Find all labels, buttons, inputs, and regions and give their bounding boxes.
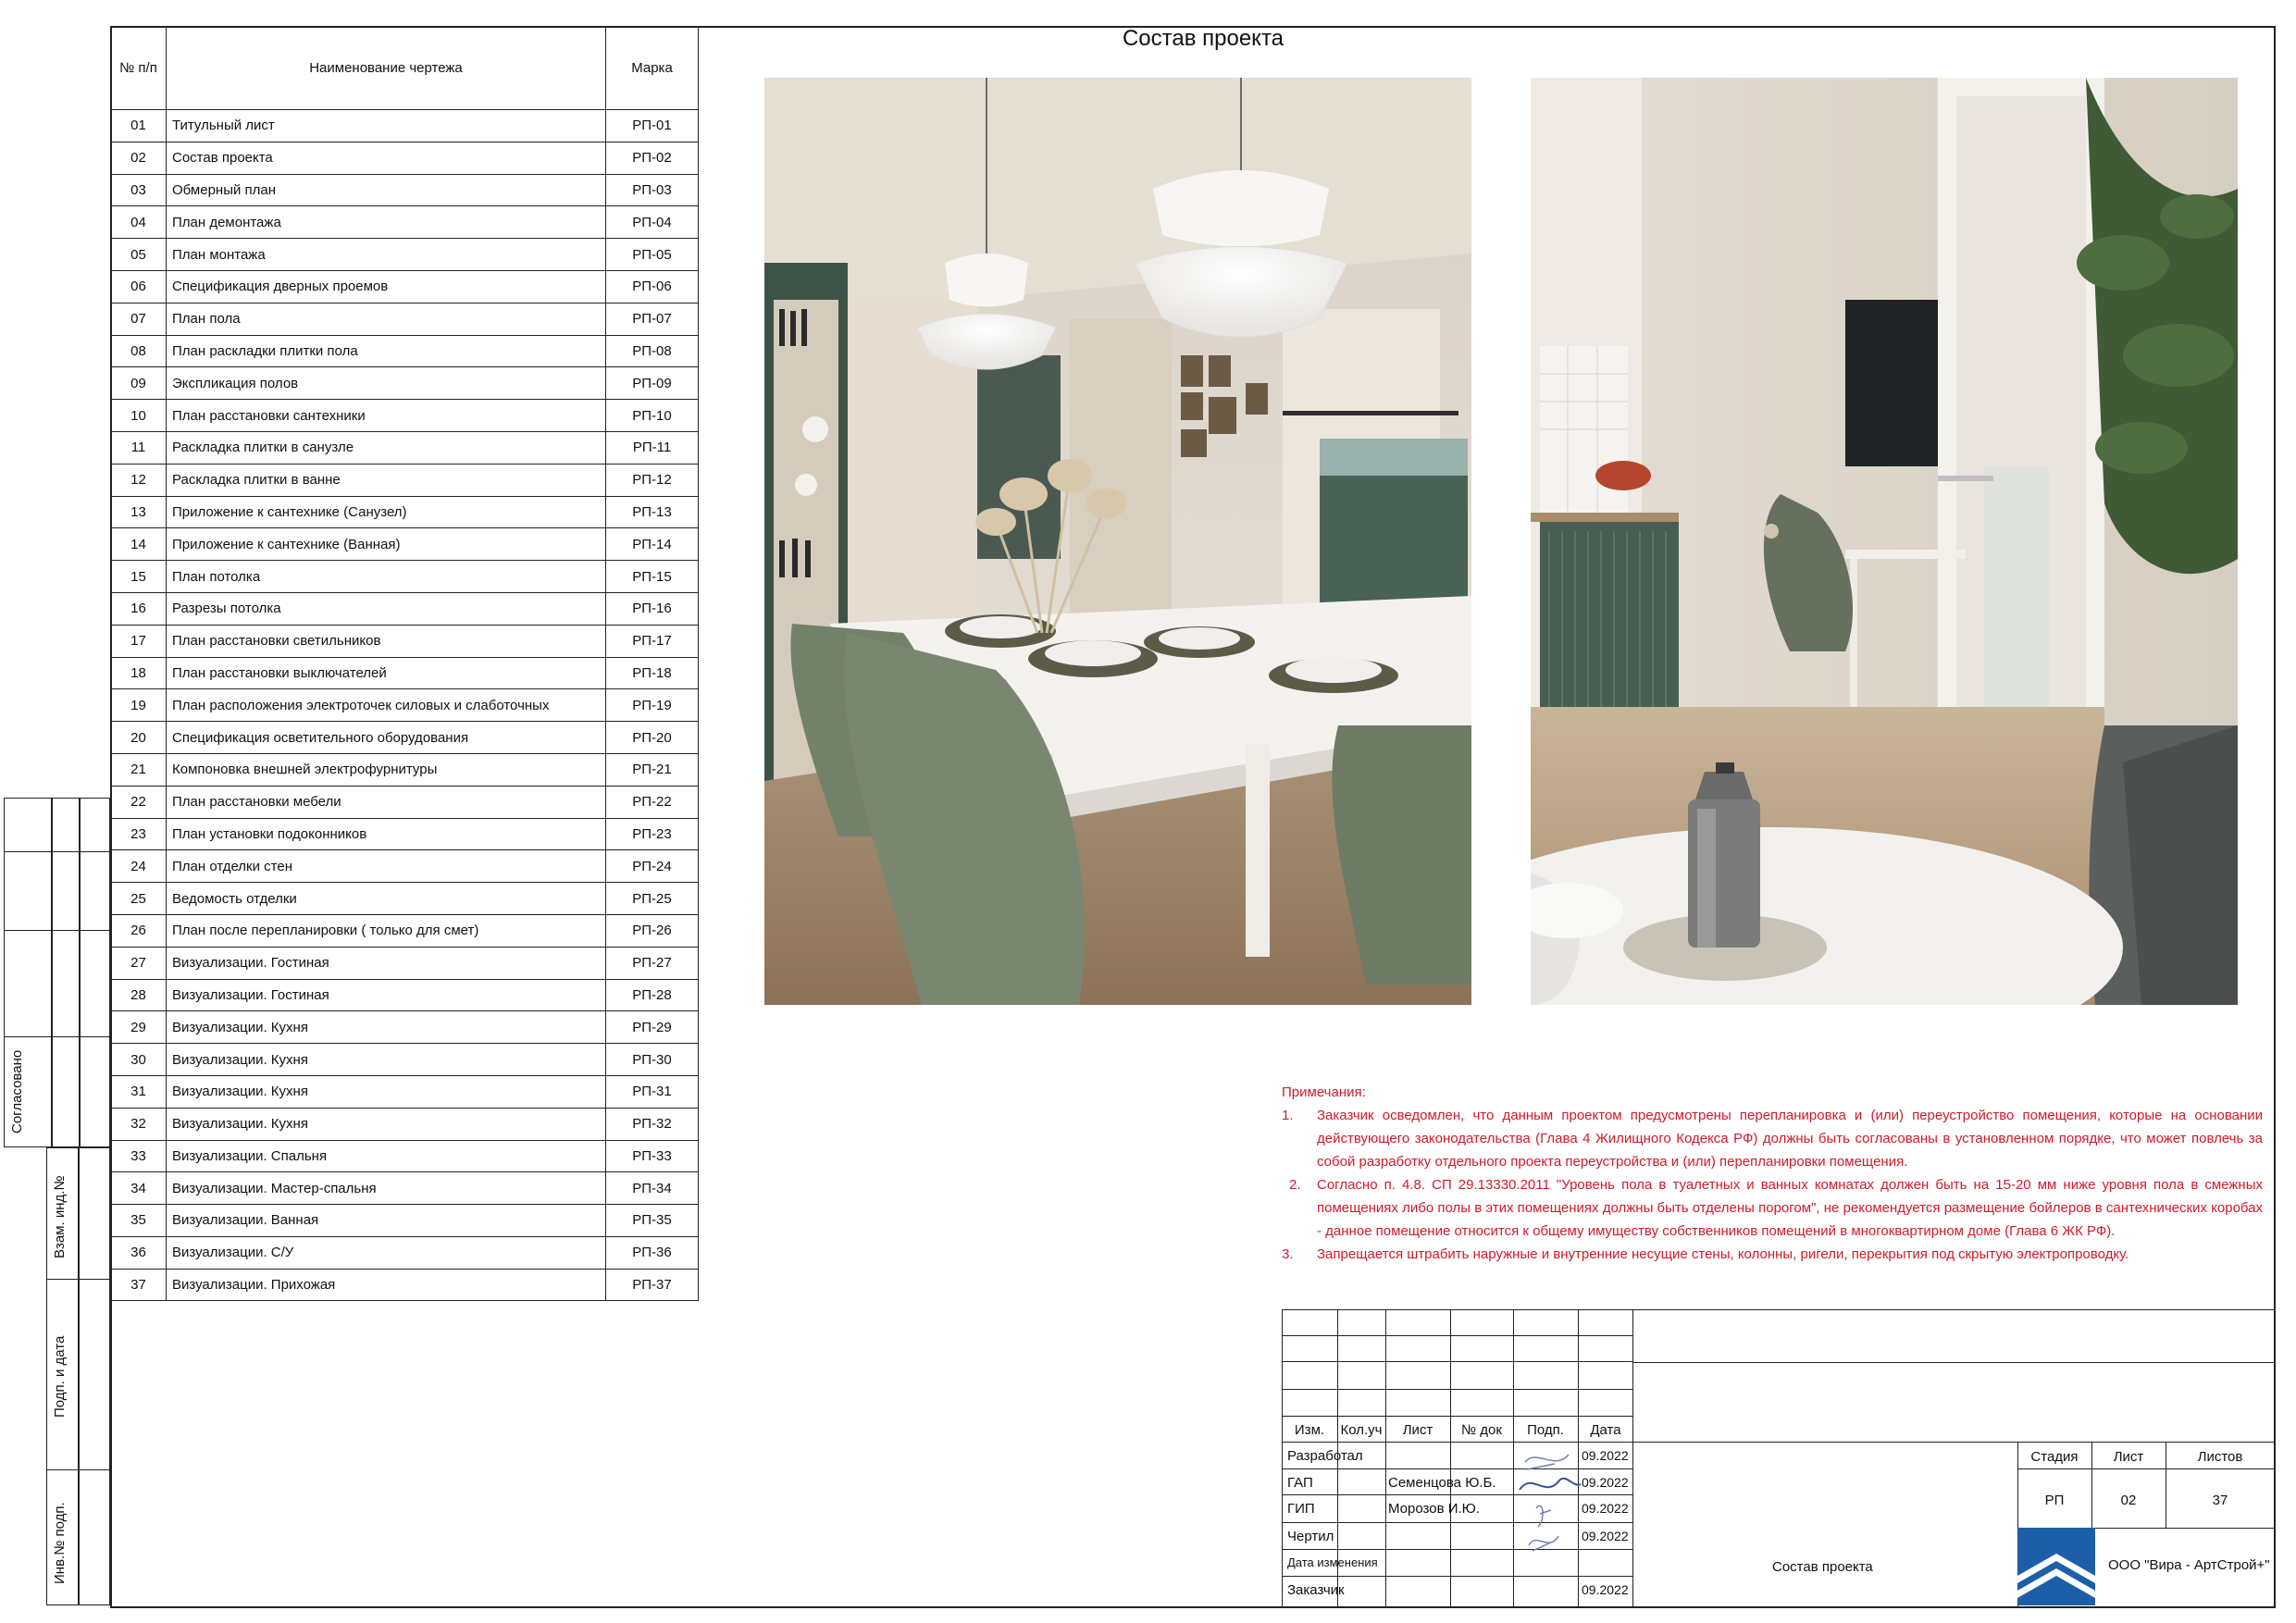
sheet-title: Состав проекта [1122,26,1285,51]
row-mark: РП-18 [606,657,699,689]
role-label: Дата изменения [1287,1555,1378,1569]
row-drawing-name: Приложение к сантехнике (Санузел) [167,496,606,528]
note-number: 1. [1282,1108,1294,1123]
table-row [111,722,699,754]
render-dining-room-image [764,78,1471,1005]
role-label: Разработал [1287,1448,1363,1464]
table-row [111,431,699,464]
row-mark: РП-22 [606,786,699,818]
row-mark: РП-23 [606,818,699,850]
row-number: 24 [111,850,167,883]
stage-value: РП [2044,1493,2065,1508]
row-number: 14 [111,528,167,561]
row-number: 11 [111,431,167,464]
row-number: 13 [111,496,167,528]
drawing-list-table [110,26,699,1301]
row-drawing-name: Обмерный план [167,174,606,206]
row-number: 22 [111,786,167,818]
col-header-name: Наименование чертежа [167,27,606,110]
row-drawing-name: Приложение к сантехнике (Ванная) [167,528,606,561]
sheet-label: Лист [2113,1449,2144,1465]
note-number: 3. [1282,1246,1294,1262]
table-row [111,850,699,883]
row-mark: РП-31 [606,1075,699,1108]
row-number: 36 [111,1236,167,1269]
role-label: ГИП [1287,1501,1315,1517]
table-row [111,1269,699,1301]
role-label: ГАП [1287,1475,1313,1491]
table-row [111,657,699,689]
role-label: Заказчик [1287,1582,1345,1598]
row-mark: РП-06 [606,270,699,303]
row-drawing-name: План расстановки сантехники [167,400,606,432]
title-block-line [1282,1389,1633,1390]
table-row [111,270,699,303]
row-number: 26 [111,914,167,947]
row-mark: РП-11 [606,431,699,464]
table-row [111,1172,699,1205]
row-number: 33 [111,1140,167,1172]
row-drawing-name: Ведомость отделки [167,883,606,915]
table-row [111,174,699,206]
row-mark: РП-12 [606,464,699,496]
row-number: 03 [111,174,167,206]
row-mark: РП-04 [606,206,699,239]
row-drawing-name: План расположения электроточек силовых и слаботочных [167,689,606,722]
company-logo [2017,1528,2095,1605]
table-row [111,496,699,528]
table-row [111,142,699,174]
row-mark: РП-30 [606,1044,699,1076]
row-number: 25 [111,883,167,915]
note-text: Запрещается штрабить наружные и внутренние несущие стены, колонны, ригели, перекрытия под скрытую электропроводку. [1317,1246,2129,1262]
role-person-name: Морозов И.Ю. [1388,1501,1480,1517]
row-mark: РП-32 [606,1108,699,1140]
row-number: 05 [111,239,167,271]
table-row [111,592,699,625]
render-kitchen-image [1531,78,2238,1005]
row-drawing-name: План пола [167,303,606,335]
title-block-line [1282,1335,1633,1336]
row-number: 06 [111,270,167,303]
row-mark: РП-17 [606,625,699,657]
table-row [111,786,699,818]
notes-block [1282,1081,2263,1266]
row-number: 19 [111,689,167,722]
title-block-line [1513,1309,1514,1608]
table-row [111,335,699,367]
row-mark: РП-26 [606,914,699,947]
row-number: 29 [111,1011,167,1044]
stamp-agreed-col2 [52,798,80,1147]
col-podp: Подп. [1527,1422,1564,1438]
table-row [111,914,699,947]
row-drawing-name: План расстановки выключателей [167,657,606,689]
col-doc: № док [1461,1422,1502,1438]
table-row [111,947,699,979]
row-mark: РП-13 [606,496,699,528]
row-drawing-name: Визуализации. Гостиная [167,979,606,1011]
title-block-line [1282,1576,1633,1577]
row-mark: РП-02 [606,142,699,174]
table-row [111,206,699,239]
role-date: 09.2022 [1582,1582,1629,1597]
row-drawing-name: Визуализации. Гостиная [167,947,606,979]
row-mark: РП-36 [606,1236,699,1269]
row-mark: РП-15 [606,561,699,593]
role-date: 09.2022 [1582,1529,1629,1543]
row-drawing-name: Визуализации. Кухня [167,1075,606,1108]
table-row [111,625,699,657]
row-drawing-name: Визуализации. Мастер-спальня [167,1172,606,1205]
col-izm: Изм. [1294,1422,1325,1438]
title-block-sheet-name: Состав проекта [1772,1559,1873,1575]
title-block-line [1633,1362,2275,1363]
signature-marks [1518,1443,1582,1564]
stamp-inv-orig-label: Инв.№ подп. [52,1502,68,1584]
sheets-value: 37 [2212,1493,2228,1508]
col-header-num: № п/п [111,27,167,110]
stamp-line [4,1036,110,1037]
row-drawing-name: Визуализации. Спальня [167,1140,606,1172]
table-row [111,1236,699,1269]
row-mark: РП-05 [606,239,699,271]
row-mark: РП-35 [606,1205,699,1237]
note-text: Согласно п. 4.8. СП 29.13330.2011 "Уровень пола в туалетных и ванных комнатах должен быть на 15-20 мм ниже уровня пола в смежных помещениях либо полы в этих помещениях должны быть отделены порогом", не рекомендуется размещение бойлеров в сантехнических коробах - данное помещение относится к общему имуществу собственников помещений в многоквартирном доме (Глава 6 ЖК РФ). [1317,1177,2263,1239]
note-item [1282,1243,2263,1266]
row-drawing-name: Спецификация дверных проемов [167,270,606,303]
row-drawing-name: План установки подоконников [167,818,606,850]
row-drawing-name: Экспликация полов [167,367,606,400]
row-mark: РП-01 [606,110,699,142]
table-row [111,689,699,722]
role-date: 09.2022 [1582,1475,1629,1490]
table-row [111,1108,699,1140]
row-number: 23 [111,818,167,850]
title-block-line [2017,1468,2275,1469]
row-number: 18 [111,657,167,689]
stage-label: Стадия [2030,1449,2079,1465]
table-row [111,110,699,142]
stamp-line [4,930,110,931]
role-date: 09.2022 [1582,1448,1629,1463]
row-number: 17 [111,625,167,657]
row-drawing-name: План после перепланировки ( только для смет) [167,914,606,947]
row-number: 12 [111,464,167,496]
row-number: 37 [111,1269,167,1301]
row-mark: РП-07 [606,303,699,335]
table-row [111,1011,699,1044]
title-block-line [1633,1442,2275,1443]
row-mark: РП-28 [606,979,699,1011]
row-number: 27 [111,947,167,979]
table-row [111,883,699,915]
row-drawing-name: Визуализации. Прихожая [167,1269,606,1301]
col-list: Лист [1402,1422,1433,1438]
row-mark: РП-25 [606,883,699,915]
col-date: Дата [1590,1422,1621,1438]
row-drawing-name: Компоновка внешней электрофурнитуры [167,753,606,786]
title-block-line [1282,1442,1633,1443]
stamp-sign-date-label: Подп. и дата [52,1335,68,1418]
note-text: Заказчик осведомлен, что данным проектом предусмотрены перепланировка и (или) переустройство помещения, которые на основании действующего законодательства (Глава 4 Жилищного Кодекса РФ) должны быть согласованы в установленном порядке, что может повлечь за собой разработку отдельного проекта переустройства и (или) перепланировки помещения. [1317,1108,2263,1170]
drawing-list-body [111,110,699,1301]
row-drawing-name: Визуализации. Ванная [167,1205,606,1237]
stamp-line [4,851,110,852]
row-drawing-name: Разрезы потолка [167,592,606,625]
row-mark: РП-20 [606,722,699,754]
table-row [111,818,699,850]
col-header-mark: Марка [606,27,699,110]
sheets-label: Листов [2197,1449,2243,1465]
title-block-line [1282,1416,1633,1417]
title-block-line [1282,1361,1633,1362]
table-row [111,1044,699,1076]
table-row [111,464,699,496]
role-date: 09.2022 [1582,1501,1629,1516]
row-mark: РП-37 [606,1269,699,1301]
table-row [111,528,699,561]
row-drawing-name: План раскладки плитки пола [167,335,606,367]
table-row [111,303,699,335]
row-drawing-name: Раскладка плитки в ванне [167,464,606,496]
row-mark: РП-24 [606,850,699,883]
table-row [111,367,699,400]
row-number: 21 [111,753,167,786]
row-drawing-name: План демонтажа [167,206,606,239]
stamp-line [46,1279,110,1280]
row-drawing-name: Визуализации. Кухня [167,1044,606,1076]
row-number: 07 [111,303,167,335]
row-number: 08 [111,335,167,367]
row-mark: РП-10 [606,400,699,432]
row-number: 32 [111,1108,167,1140]
table-row [111,1205,699,1237]
title-block-line [1385,1309,1386,1608]
row-drawing-name: Визуализации. Кухня [167,1011,606,1044]
row-drawing-name: Раскладка плитки в санузле [167,431,606,464]
row-drawing-name: План расстановки светильников [167,625,606,657]
row-mark: РП-08 [606,335,699,367]
row-drawing-name: План монтажа [167,239,606,271]
row-number: 04 [111,206,167,239]
row-number: 28 [111,979,167,1011]
row-number: 20 [111,722,167,754]
row-mark: РП-21 [606,753,699,786]
table-row [111,239,699,271]
row-number: 31 [111,1075,167,1108]
row-mark: РП-19 [606,689,699,722]
row-mark: РП-34 [606,1172,699,1205]
row-drawing-name: Титульный лист [167,110,606,142]
row-mark: РП-16 [606,592,699,625]
row-number: 16 [111,592,167,625]
stamp-line [46,1469,110,1470]
row-number: 34 [111,1172,167,1205]
row-number: 01 [111,110,167,142]
row-mark: РП-03 [606,174,699,206]
row-number: 10 [111,400,167,432]
row-mark: РП-29 [606,1011,699,1044]
row-drawing-name: План потолка [167,561,606,593]
row-number: 35 [111,1205,167,1237]
title-block-line [1450,1309,1451,1608]
note-number: 2. [1289,1177,1301,1193]
row-drawing-name: Спецификация осветительного оборудования [167,722,606,754]
title-block-line [1282,1309,1633,1310]
role-label: Чертил [1287,1529,1334,1544]
sheet-value: 02 [2120,1493,2137,1508]
row-drawing-name: Состав проекта [167,142,606,174]
table-row [111,753,699,786]
note-item [1282,1104,2263,1173]
col-kol: Кол.уч [1340,1422,1383,1438]
row-number: 02 [111,142,167,174]
row-number: 09 [111,367,167,400]
row-mark: РП-27 [606,947,699,979]
table-header-row [111,27,699,110]
table-row [111,1075,699,1108]
row-number: 15 [111,561,167,593]
company-name: ООО "Вира - АртСтрой+" [2108,1557,2270,1573]
row-mark: РП-33 [606,1140,699,1172]
row-drawing-name: Визуализации. С/У [167,1236,606,1269]
stamp-inv-replace-label: Взам. инд.№ [52,1175,68,1258]
notes-heading: Примечания: [1282,1084,1366,1100]
table-row [111,1140,699,1172]
row-mark: РП-09 [606,367,699,400]
row-mark: РП-14 [606,528,699,561]
row-drawing-name: План расстановки мебели [167,786,606,818]
role-person-name: Семенцова Ю.Б. [1388,1475,1496,1491]
stamp-agreed-col3 [80,798,110,1147]
row-drawing-name: Визуализации. Кухня [167,1108,606,1140]
stamp-agreed-label: Согласовано [9,1049,25,1134]
row-number: 30 [111,1044,167,1076]
table-row [111,561,699,593]
table-row [111,979,699,1011]
row-drawing-name: План отделки стен [167,850,606,883]
note-item [1282,1173,2263,1243]
stamp-right-col [79,1147,110,1605]
table-row [111,400,699,432]
